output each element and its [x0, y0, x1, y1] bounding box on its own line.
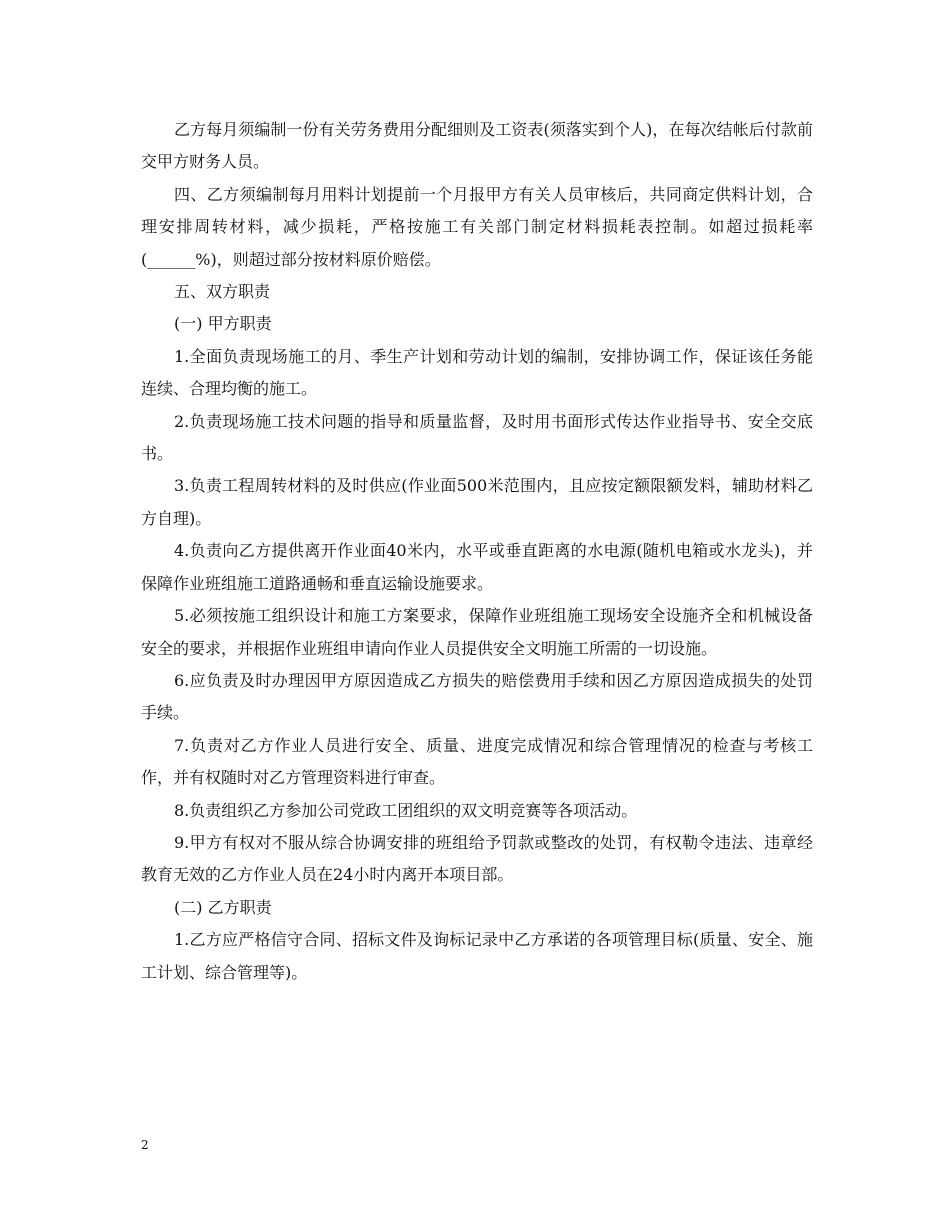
list-item: 6.应负责及时办理因甲方原因造成乙方损失的赔偿费用手续和因乙方原因造成损失的处罚手续。: [141, 670, 813, 723]
list-item: 4.负责向乙方提供离开作业面40米内，水平或垂直距离的水电源(随机电箱或水龙头)，并保障作业班组施工道路通畅和垂直运输设施要求。: [141, 541, 813, 593]
list-item: 1.乙方应严格信守合同、招标文件及询标记录中乙方承诺的各项管理目标(质量、安全、施工计划、综合管理等)。: [141, 930, 813, 982]
heading-party-a-duties: (一) 甲方职责: [174, 314, 272, 334]
list-item: 2.负责现场施工技术问题的指导和质量监督，及时用书面形式传达作业指导书、安全交底书。: [141, 411, 813, 464]
heading-section-5: 五、双方职责: [174, 282, 271, 302]
list-item: 5.必须按施工组织设计和施工方案要求，保障作业班组施工现场安全设施齐全和机械设备安全的要求，并根据作业班组申请向作业人员提供安全文明施工所需的一切设施。: [141, 606, 813, 658]
heading-party-b-duties: (二) 乙方职责: [174, 897, 272, 917]
page-number: 2: [141, 1138, 149, 1152]
list-item: 9.甲方有权对不服从综合协调安排的班组给予罚款或整改的处罚，有权勒令违法、违章经教育无效的乙方作业人员在24小时内离开本项目部。: [141, 832, 813, 885]
list-item: 3.负责工程周转材料的及时供应(作业面500米范围内，且应按定额限额发料，辅助材料乙方自理)。: [141, 476, 813, 528]
list-item: 1.全面负责现场施工的月、季生产计划和劳动计划的编制，安排协调工作，保证该任务能连续、合理均衡的施工。: [141, 346, 813, 399]
paragraph-payroll: 乙方每月须编制一份有关劳务费用分配细则及工资表(须落实到个人)，在每次结帐后付款前交甲方财务人员。: [141, 120, 813, 172]
list-item: 7.负责对乙方作业人员进行安全、质量、进度完成情况和综合管理情况的检查与考核工作，并有权随时对乙方管理资料进行审查。: [141, 735, 813, 788]
document-body: [141, 114, 813, 989]
list-item: 8.负责组织乙方参加公司党政工团组织的双文明竞赛等各项活动。: [174, 800, 638, 820]
paragraph-section-4: 四、乙方须编制每月用料计划提前一个月报甲方有关人员审核后，共同商定供料计划，合理安排周转材料，减少损耗，严格按施工有关部门制定材料损耗表控制。如超过损耗率(______%)，则超过部分按材料原价赔偿。: [141, 184, 813, 269]
